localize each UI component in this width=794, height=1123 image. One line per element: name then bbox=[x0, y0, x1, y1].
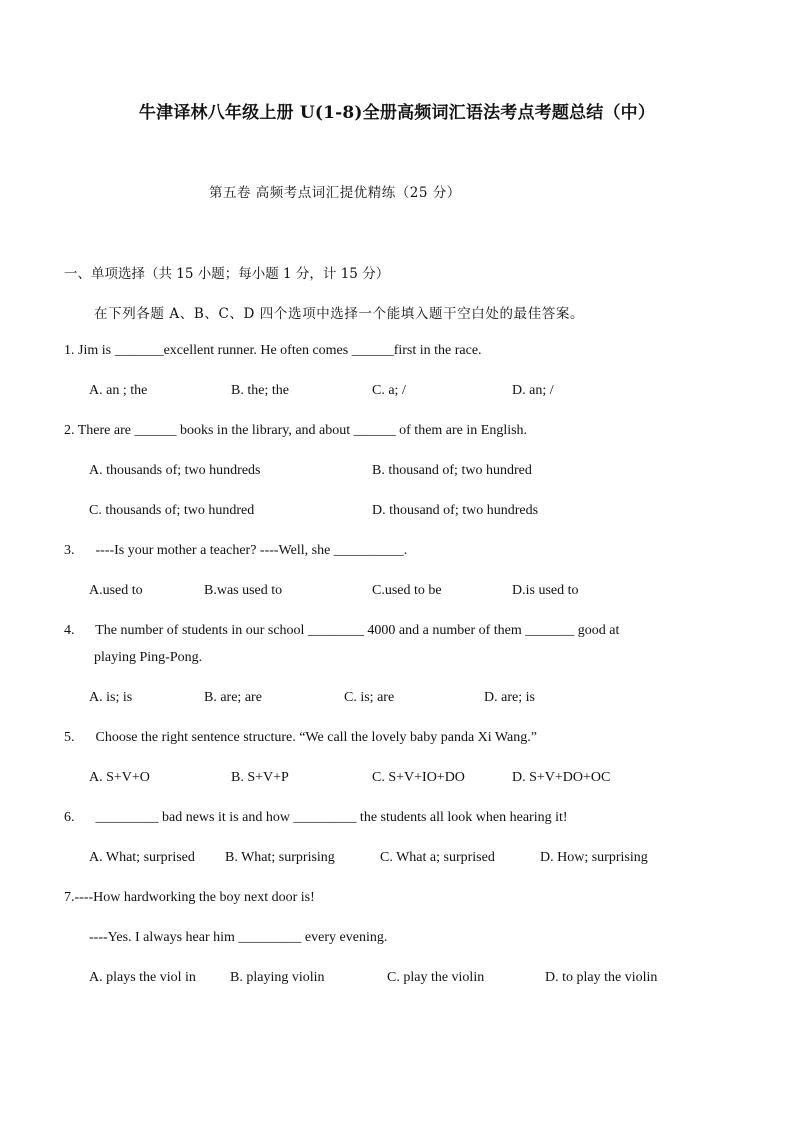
question-5-option-d: D. S+V+DO+OC bbox=[512, 770, 611, 785]
question-2-option-d: D. thousand of; two hundreds bbox=[372, 503, 539, 518]
question-5-number: 5. bbox=[64, 730, 75, 745]
question-6-option-c: C. What a; surprised bbox=[380, 850, 495, 865]
question-2-option-b: B. thousand of; two hundred bbox=[372, 463, 532, 478]
question-3-stem: ----Is your mother a teacher? ----Well, she __________. bbox=[95, 543, 408, 558]
question-5-text bbox=[64, 730, 537, 746]
question-3-text bbox=[64, 543, 407, 559]
question-2-option-a: A. thousands of; two hundreds bbox=[89, 463, 261, 478]
question-4-stem: The number of students in our school ________ 4000 and a number of them _______ good at bbox=[95, 623, 620, 638]
question-5-option-a: A. S+V+O bbox=[89, 770, 150, 785]
question-5-stem: Choose the right sentence structure. “We call the lovely baby panda Xi Wang.” bbox=[95, 730, 537, 745]
section-heading: 一、单项选择（共 15 小题；每小题 1 分，计 15 分） bbox=[64, 266, 390, 282]
question-5-option-c: C. S+V+IO+DO bbox=[372, 770, 465, 785]
question-3-option-a: A.used to bbox=[89, 583, 143, 598]
question-6-text bbox=[64, 810, 568, 826]
question-4-number: 4. bbox=[64, 623, 75, 638]
section-instruction: 在下列各题 A、B、C、D 四个选项中选择一个能填入题干空白处的最佳答案。 bbox=[94, 306, 585, 322]
question-7-option-b: B. playing violin bbox=[230, 970, 325, 985]
question-3-number: 3. bbox=[64, 543, 75, 558]
question-5-option-b: B. S+V+P bbox=[231, 770, 289, 785]
question-4-option-d: D. are; is bbox=[484, 690, 535, 705]
question-7-stem-continued: ----Yes. I always hear him _________ every evening. bbox=[89, 930, 388, 945]
document-subtitle: 第五卷 高频考点词汇提优精练（25 分） bbox=[209, 185, 461, 201]
question-6-stem: _________ bad news it is and how _________ the students all look when hearing it! bbox=[95, 810, 568, 825]
question-7-text: 7.----How hardworking the boy next door is! bbox=[64, 890, 315, 905]
question-4-text bbox=[64, 623, 619, 639]
question-6-option-b: B. What; surprising bbox=[225, 850, 335, 865]
question-6-number: 6. bbox=[64, 810, 75, 825]
question-4-option-b: B. are; are bbox=[204, 690, 262, 705]
question-3-option-c: C.used to be bbox=[372, 583, 442, 598]
question-1-option-a: A. an ; the bbox=[89, 383, 148, 398]
document-title: 牛津译林八年级上册 U(1-8)全册高频词汇语法考点考题总结（中） bbox=[138, 103, 656, 123]
question-1-option-c: C. a; / bbox=[372, 383, 406, 398]
question-7-option-d: D. to play the violin bbox=[545, 970, 658, 985]
question-1-option-d: D. an; / bbox=[512, 383, 554, 398]
question-4-option-a: A. is; is bbox=[89, 690, 133, 705]
question-2-text: 2. There are ______ books in the library, and about ______ of them are in English. bbox=[64, 423, 528, 438]
question-3-option-d: D.is used to bbox=[512, 583, 579, 598]
question-3-option-b: B.was used to bbox=[204, 583, 283, 598]
question-2-option-c: C. thousands of; two hundred bbox=[89, 503, 255, 518]
question-4-stem-continued: playing Ping-Pong. bbox=[94, 650, 203, 665]
question-7-option-a: A. plays the viol in bbox=[89, 970, 196, 985]
question-1-option-b: B. the; the bbox=[231, 383, 289, 398]
question-4-option-c: C. is; are bbox=[344, 690, 395, 705]
question-6-option-d: D. How; surprising bbox=[540, 850, 648, 865]
question-6-option-a: A. What; surprised bbox=[89, 850, 195, 865]
question-1-text: 1. Jim is _______excellent runner. He often comes ______first in the race. bbox=[64, 343, 482, 358]
question-7-option-c: C. play the violin bbox=[387, 970, 485, 985]
